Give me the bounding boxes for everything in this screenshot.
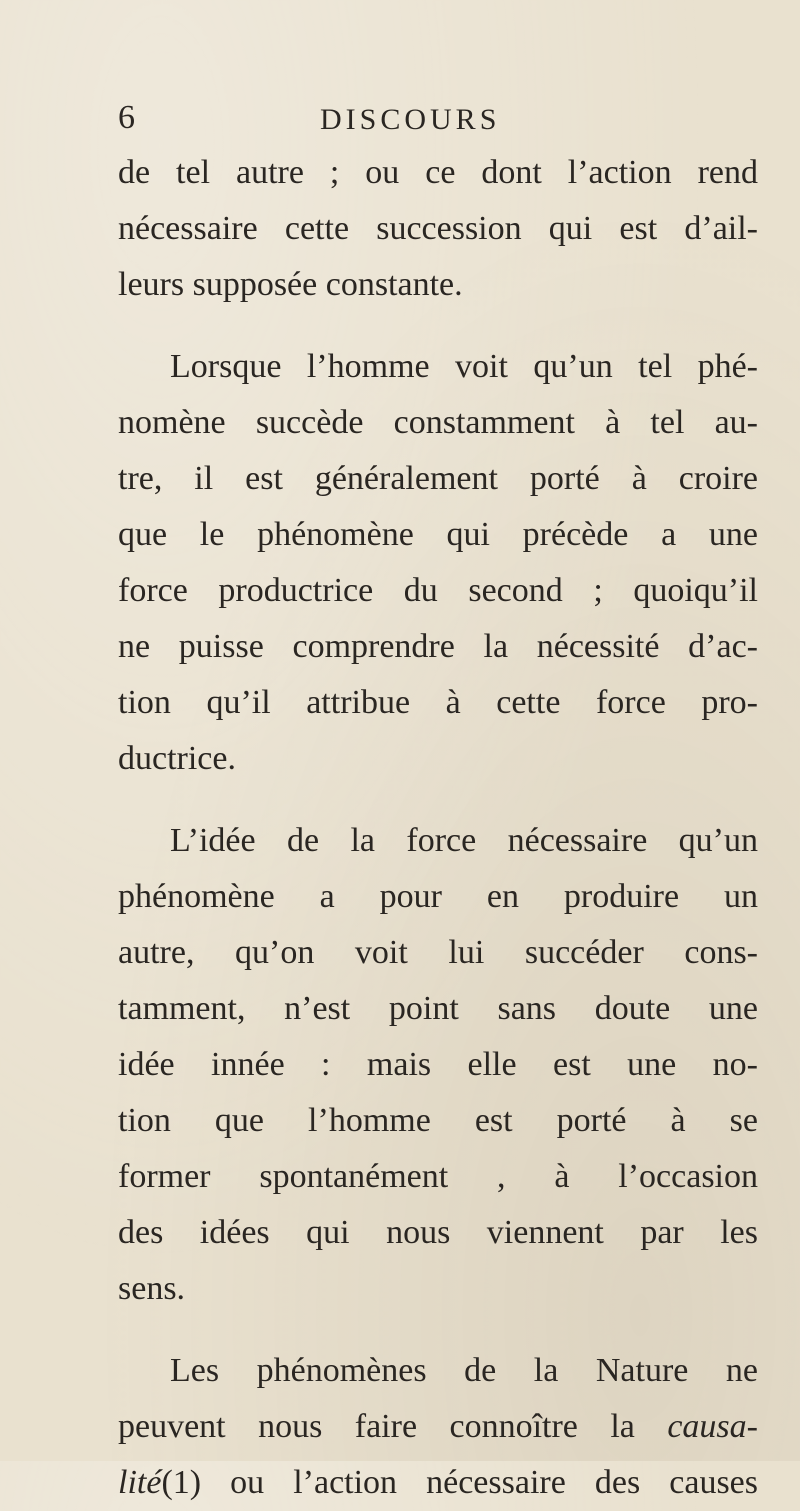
text-line: ductrice.	[118, 740, 236, 777]
page-number: 6	[118, 99, 135, 136]
text-line: force productrice du second ; quoiqu’il	[118, 572, 758, 609]
text-line: sens.	[118, 1270, 186, 1307]
text-line: L’idée de la force nécessaire qu’un	[170, 822, 758, 859]
text-line: tion qu’il attribue à cette force pro-	[118, 684, 758, 721]
text-line: former spontanément , à l’occasion	[118, 1158, 758, 1195]
text-segment: (1) ou l’action nécessaire des causes	[161, 1464, 758, 1501]
text-line: que le phénomène qui précède a une	[118, 516, 758, 553]
text-line: tre, il est généralement porté à croire	[118, 460, 758, 497]
italic-word: causa-	[667, 1408, 758, 1445]
text-line: Les phénomènes de la Nature ne	[170, 1352, 758, 1389]
text-line: ne puisse comprendre la nécessité d’ac-	[118, 628, 758, 665]
text-line: nécessaire cette succession qui est d’ail-	[118, 210, 758, 247]
running-title: DISCOURS	[320, 103, 501, 136]
body-text	[118, 145, 758, 1511]
text-line	[118, 1399, 758, 1455]
text-line	[118, 1455, 758, 1511]
paragraph-4	[118, 1343, 758, 1511]
text-line: idée innée : mais elle est une no-	[118, 1046, 758, 1083]
text-line: nomène succède constamment à tel au-	[118, 404, 758, 441]
text-line: Lorsque l’homme voit qu’un tel phé-	[170, 348, 758, 385]
text-line: tamment, n’est point sans doute une	[118, 990, 758, 1027]
paragraph-1	[118, 145, 758, 313]
text-line: autre, qu’on voit lui succéder cons-	[118, 934, 758, 971]
paragraph-2	[118, 339, 758, 787]
text-line: leurs supposée constante.	[118, 266, 463, 303]
text-line: de tel autre ; ou ce dont l’action rend	[118, 154, 758, 191]
text-line: tion que l’homme est porté à se	[118, 1102, 758, 1139]
text-segment: peuvent nous faire connoître la	[118, 1408, 668, 1445]
italic-word: lité	[118, 1464, 162, 1501]
paragraph-3	[118, 813, 758, 1317]
text-line: des idées qui nous viennent par les	[118, 1214, 758, 1251]
page-header	[118, 93, 678, 143]
text-line: phénomène a pour en produire un	[118, 878, 758, 915]
